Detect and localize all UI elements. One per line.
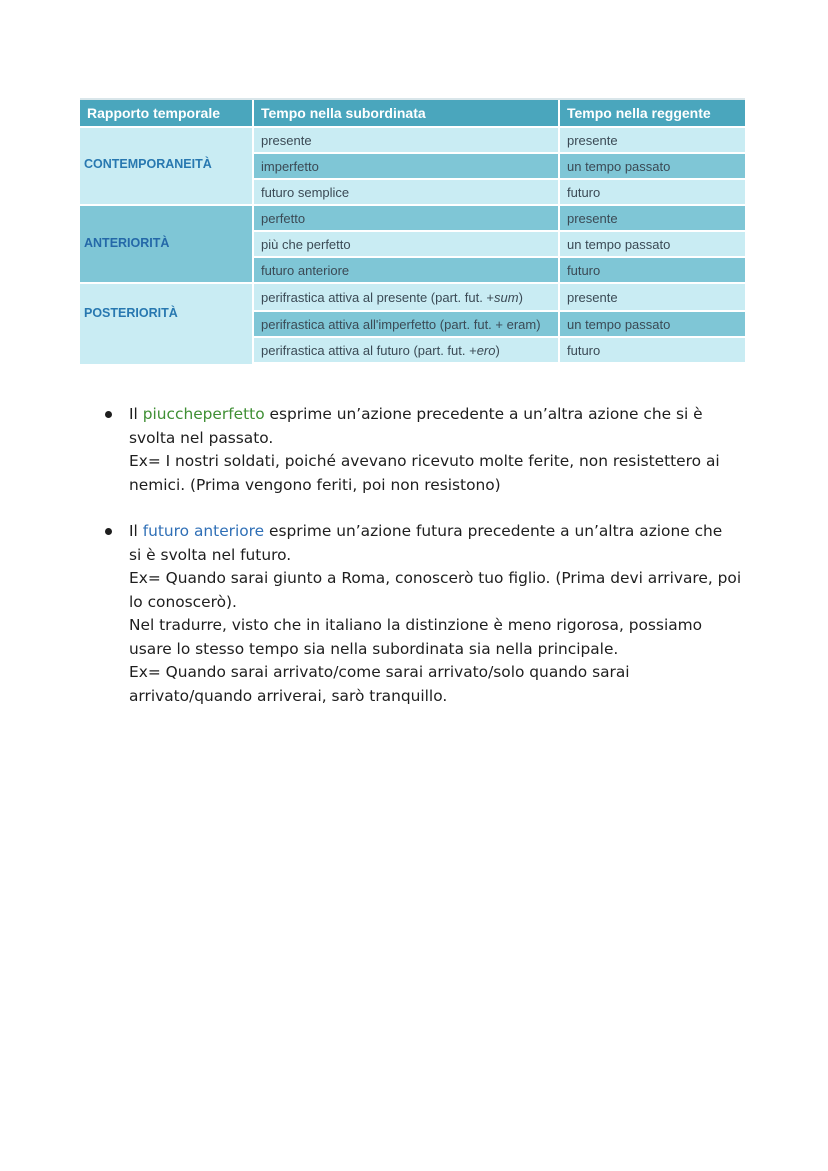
cell-reg: presente [560, 206, 745, 232]
header-subordinata: Tempo nella subordinata [254, 100, 560, 128]
tense-table [80, 98, 745, 358]
bullet-dot-icon [105, 411, 112, 418]
list-item [105, 520, 765, 708]
table-row [254, 312, 745, 338]
cell-reg: un tempo passato [560, 232, 745, 258]
item-first-line [129, 403, 765, 427]
table-row [254, 206, 745, 232]
lead-text: Il [129, 405, 143, 423]
cell-sub-close: ) [518, 289, 523, 305]
bullet-dot-icon [105, 528, 112, 535]
table-body [254, 128, 745, 364]
group-label-contemporaneita: CONTEMPORANEITÀ [80, 128, 254, 206]
text-line: Ex= Quando sarai arrivato/come sarai arrivato/solo quando sarai [129, 663, 630, 681]
cell-reg: presente [560, 284, 745, 312]
cell-sub: imperfetto [254, 154, 560, 180]
group-label-posteriorita: POSTERIORITÀ [80, 284, 254, 366]
term-highlight: futuro anteriore [142, 522, 265, 540]
group-column [80, 128, 254, 366]
header-rapporto: Rapporto temporale [80, 100, 254, 128]
table-row [254, 128, 745, 154]
text-line: si è svolta nel futuro. [129, 545, 292, 564]
cell-reg: un tempo passato [560, 154, 745, 180]
table-row [254, 284, 745, 312]
cell-reg: presente [560, 128, 745, 154]
cell-sub: più che perfetto [254, 232, 560, 258]
cell-sub-text: perifrastica attiva al futuro (part. fut. + [261, 342, 477, 358]
text-line: lo conoscerò). [129, 592, 237, 611]
text-line: Nel tradurre, visto che in italiano la distinzione è meno rigorosa, possiamo [129, 616, 703, 634]
text-line: svolta nel passato. [129, 428, 274, 447]
cell-reg: futuro [560, 180, 745, 206]
table-header-row [80, 100, 745, 128]
cell-sub: perifrastica attiva all'imperfetto (part. fut. + eram) [254, 312, 560, 338]
list-item [105, 403, 765, 497]
cell-reg: futuro [560, 338, 745, 364]
lead-text: Il [129, 522, 143, 540]
group-label-anteriorita: ANTERIORITÀ [80, 206, 254, 284]
table-row [254, 180, 745, 206]
cell-sub-italic: sum [494, 289, 519, 305]
cell-sub [254, 338, 560, 364]
term-highlight: piuccheperfetto [142, 405, 265, 423]
text-line: nemici. (Prima vengono feriti, poi non resistono) [129, 475, 501, 494]
cell-sub: futuro semplice [254, 180, 560, 206]
cell-sub: perfetto [254, 206, 560, 232]
text-line: Ex= I nostri soldati, poiché avevano ricevuto molte ferite, non resistettero ai [129, 452, 720, 470]
rest-text: esprime un’azione precedente a un’altra azione che si è [264, 405, 703, 423]
text-line: Ex= Quando sarai giunto a Roma, conoscerò tuo figlio. (Prima devi arrivare, poi [129, 569, 742, 587]
cell-sub: presente [254, 128, 560, 154]
text-line: arrivato/quando arriverai, sarò tranquillo. [129, 686, 448, 705]
table-row [254, 338, 745, 364]
notes-list [105, 403, 765, 731]
table-row [254, 232, 745, 258]
cell-sub-italic: ero [476, 342, 496, 358]
cell-sub-close: ) [495, 342, 500, 358]
cell-sub: futuro anteriore [254, 258, 560, 284]
cell-reg: un tempo passato [560, 312, 745, 338]
cell-reg: futuro [560, 258, 745, 284]
cell-sub-text: perifrastica attiva al presente (part. fut. + [261, 289, 495, 305]
text-line: usare lo stesso tempo sia nella subordinata sia nella principale. [129, 639, 619, 658]
cell-sub [254, 284, 560, 312]
item-first-line [129, 520, 765, 544]
header-reggente: Tempo nella reggente [560, 100, 745, 128]
rest-text: esprime un’azione futura precedente a un’altra azione che [264, 522, 723, 540]
table-row [254, 258, 745, 284]
table-row [254, 154, 745, 180]
